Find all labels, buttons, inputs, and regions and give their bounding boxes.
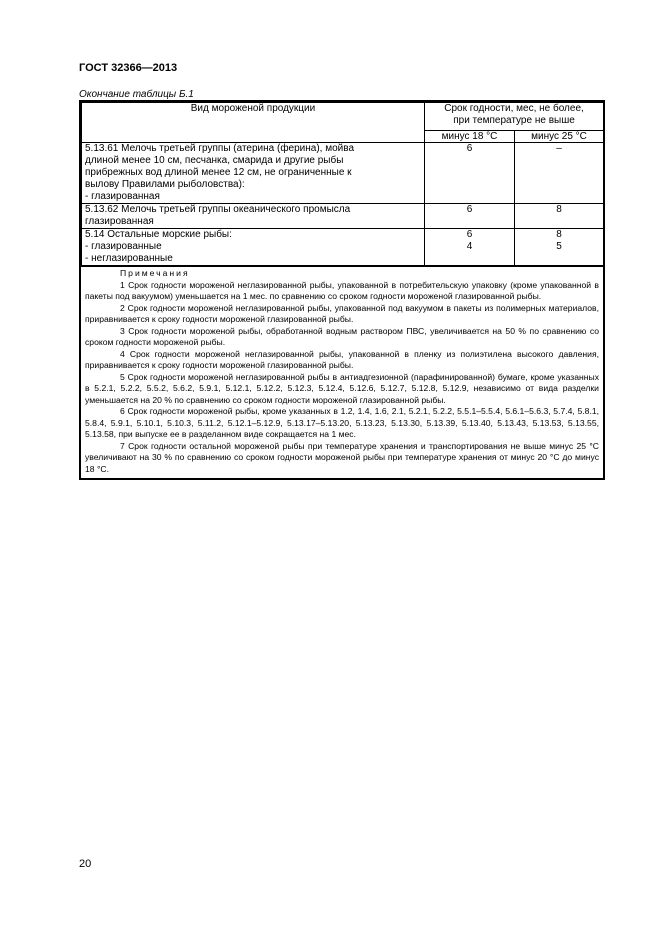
product-line: - глазированная: [85, 191, 160, 202]
product-line: - глазированные: [85, 241, 162, 252]
notes-title: Примечания: [120, 268, 190, 278]
product-line: 5.13.61 Мелочь третьей группы (атерина (ферина), мойва: [85, 143, 355, 154]
value-glazed: 8: [556, 229, 562, 240]
product-line: прибрежных вод длиной менее 12 см, не ограниченные к: [85, 167, 352, 178]
value-minus-25: 8: [515, 204, 604, 229]
value-minus-18: 6: [425, 204, 515, 229]
value-minus-18: [425, 229, 515, 266]
shelf-life-header-line-1: Срок годности, мес, не более,: [444, 103, 584, 114]
column-header-shelf-life: [425, 103, 604, 131]
page-number: 20: [79, 858, 92, 870]
notes-section: [81, 266, 603, 478]
product-cell: [82, 229, 425, 266]
table-container: [79, 100, 605, 480]
product-line: вылову Правилами рыболовства):: [85, 179, 245, 190]
value-minus-18: 6: [425, 143, 515, 204]
product-line: длиной менее 10 см, песчанка, смарида и другие рыбы: [85, 155, 344, 166]
table-row: [82, 229, 604, 266]
value-minus-25: [515, 229, 604, 266]
table-row: [82, 204, 604, 229]
value-unglazed: 4: [466, 241, 473, 252]
product-cell: [82, 143, 425, 204]
product-line: 5.14 Остальные морские рыбы:: [85, 229, 232, 240]
table-row: [82, 143, 604, 204]
note-item: 1 Срок годности мороженой неглазированной рыбы, упакованной в потребительскую упаковку (кроме упакованной в пакеты под вакуумом) уменьшается на 1 мес. по сравнению со сроком годности мороженой глазированной рыбы.: [85, 279, 599, 301]
table-caption: Окончание таблицы Б.1: [79, 89, 194, 100]
column-header-minus-25: минус 25 °С: [515, 131, 604, 143]
note-item: 2 Срок годности мороженой неглазированной рыбы, упакованной под вакуумом в пакеты из полимерных материалов, приравнивается к сроку годности мороженой глазированной рыбы.: [85, 302, 599, 324]
note-item: 3 Срок годности мороженой рыбы, обработанной водным раствором ПВС, увеличивается на 50 % по сравнению со сроком годности мороженой рыбы.: [85, 325, 599, 347]
note-item: 7 Срок годности остальной мороженой рыбы при температуре хранения и транспортирования не выше минус 25 °С увеличивают на 30 % по сравнению со сроком годности мороженой рыбы при температуре хранения от минус 20 °С до минус 18 °С.: [85, 440, 599, 474]
value-glazed: 6: [466, 229, 473, 240]
column-header-product: Вид мороженой продукции: [82, 103, 425, 143]
shelf-life-table: [81, 102, 604, 266]
document-header: ГОСТ 32366—2013: [79, 62, 178, 74]
value-minus-25: –: [515, 143, 604, 204]
product-line: глазированная: [85, 216, 154, 227]
column-header-minus-18: минус 18 °С: [425, 131, 515, 143]
product-cell: [82, 204, 425, 229]
shelf-life-header-line-2: при температуре не выше: [453, 115, 575, 126]
product-line: - неглазированные: [85, 253, 173, 264]
note-item: 6 Срок годности мороженой рыбы, кроме указанных в 1.2, 1.4, 1.6, 2.1, 5.2.1, 5.2.2, 5.5.1–5.5.4, 5.6.1–5.6.3, 5.7.4, 5.8.1, 5.8.4, 5.9.1, 5.10.1, 5.10.3, 5.11.2, 5.12.1–5.12.9, 5.13.17–5.13.20, 5.13.23, 5.13.30, 5.13.39, 5.13.40, 5.13.43, 5.13.53, 5.13.55, 5.13.58, при выпуске ее в разделанном виде сокращается на 1 мес.: [85, 406, 599, 439]
note-item: 5 Срок годности мороженой неглазированной рыбы в антиадгезионной (парафинированной) бумаге, кроме указанных в 5.2.1, 5.2.2, 5.5.2, 5.6.2, 5.9.1, 5.12.1, 5.12.2, 5.12.3, 5.12.4, 5.12.6, 5.12.7, 5.12.8, 5.12.9, независимо от вида разделки уменьшается на 20 % по сравнению со сроком годности мороженой глазированной рыбы.: [85, 371, 599, 405]
note-item: 4 Срок годности мороженой неглазированной рыбы, упакованной в пленку из полиэтилена высокого давления, приравнивается к сроку годности мороженой глазированной рыбы.: [85, 348, 599, 370]
product-line: 5.13.62 Мелочь третьей группы океанического промысла: [85, 204, 351, 215]
value-unglazed: 5: [556, 241, 562, 252]
